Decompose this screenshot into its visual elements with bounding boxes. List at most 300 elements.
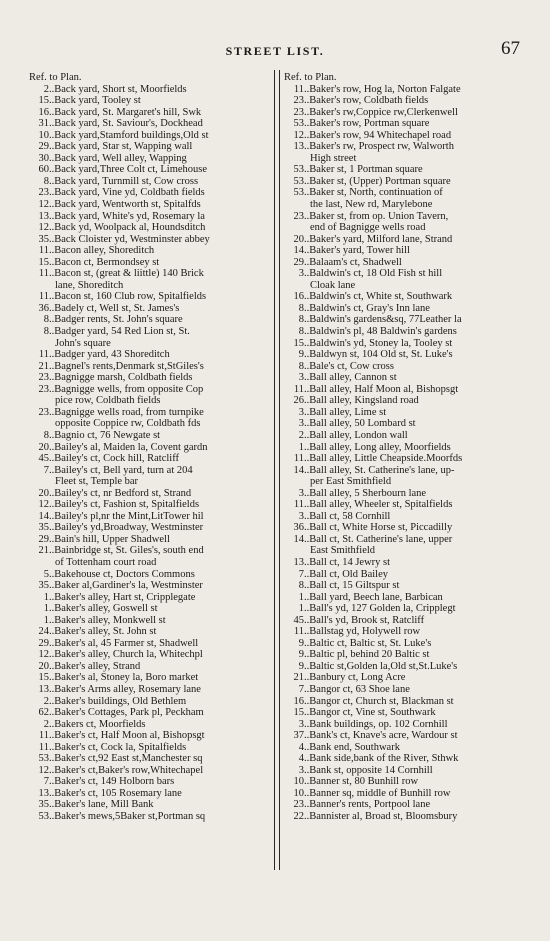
street-entry: 3..Bank buildings, op. 102 Cornhill [284, 719, 524, 731]
street-name: Badger yard, 54 Red Lion st, St. [54, 326, 190, 338]
plan-reference-number: 14 [293, 533, 304, 545]
street-name: Baker st, 1 Portman square [309, 164, 423, 176]
street-name: Baldwin's ct, 18 Old Fish st hill [309, 268, 443, 280]
plan-reference-number: 5 [43, 568, 49, 580]
plan-reference-number: 16 [293, 695, 304, 707]
plan-reference-number: 9 [298, 660, 304, 672]
plan-reference-number: 23 [38, 383, 49, 395]
street-name-continuation: end of Bagnigge wells road [310, 222, 426, 234]
street-name: Bailey's al, Maiden la, Covent gardn [54, 441, 208, 453]
plan-reference-number: 24 [38, 626, 49, 638]
street-name: Baker's ct,92 East st,Manchester sq [54, 753, 203, 765]
plan-reference-number: 13 [293, 141, 304, 153]
plan-reference-number: 7 [298, 683, 304, 695]
plan-reference-number: 35 [38, 522, 49, 534]
street-entry: 12..Back yd, Woolpack al, Houndsditch [29, 222, 269, 234]
plan-reference-number: 21 [38, 545, 49, 557]
street-entry: 26..Ball alley, Kingsland road [284, 395, 524, 407]
street-entry: 29..Bain's hill, Upper Shadwell [29, 534, 269, 546]
street-entry: 3..Ball alley, Lime st [284, 407, 524, 419]
street-name: Baker's row, Coldbath fields [309, 95, 429, 107]
street-entry: 20..Bailey's al, Maiden la, Covent gardn [29, 442, 269, 454]
street-entry: 11..Ball alley, Half Moon al, Bishopsgt [284, 384, 524, 396]
street-name: Baltic pl, behind 20 Baltic st [309, 649, 430, 661]
street-name: Baker st, from op. Union Tavern, [309, 210, 449, 222]
plan-reference-number: 21 [293, 672, 304, 684]
plan-reference-number: 35 [38, 233, 49, 245]
street-name: Bale's ct, Cow cross [309, 360, 394, 372]
street-name-continuation: per East Smithfield [310, 476, 392, 488]
street-name: Back yard,Stamford buildings,Old st [54, 129, 209, 141]
street-name-continuation: John's square [55, 337, 111, 349]
plan-reference-number: 10 [293, 787, 304, 799]
plan-reference-number: 15 [38, 95, 49, 107]
plan-reference-number: 36 [293, 522, 304, 534]
street-entry: 13..Baker's rw, Prospect rw, Walworth High street [284, 141, 524, 164]
street-name: Baker's alley, Hart st, Cripplegate [54, 591, 196, 603]
street-entry: 11..Ballstag yd, Holywell row [284, 626, 524, 638]
street-name: Bagnigge wells, from opposite Cop [54, 383, 204, 395]
street-entry: 8..Bale's ct, Cow cross [284, 361, 524, 373]
plan-reference-number: 11 [38, 741, 49, 753]
street-entry: 45..Bailey's ct, Cock hill, Ratcliff [29, 453, 269, 465]
street-entry: 23..Bagnigge marsh, Coldbath fields [29, 372, 269, 384]
street-name: Back yard, Vine yd, Coldbath fields [54, 187, 205, 199]
street-name: Baker's Cottages, Park pl, Peckham [54, 707, 204, 719]
plan-reference-number: 53 [293, 175, 304, 187]
street-name: Ball's yd, 127 Golden la, Cripplegt [309, 603, 456, 615]
plan-reference-number: 29 [38, 533, 49, 545]
street-entry: 53..Baker st, North, continuation of the last, New rd, Marylebone [284, 187, 524, 210]
plan-reference-number: 4 [298, 741, 304, 753]
street-name: Bacon st, 160 Club row, Spitalfields [54, 291, 207, 303]
street-name: Ballstag yd, Holywell row [309, 626, 421, 638]
street-list-right [284, 84, 524, 823]
street-name: Bailey's ct, Bell yard, turn at 204 [54, 464, 193, 476]
plan-reference-number: 53 [293, 164, 304, 176]
plan-reference-number: 29 [293, 256, 304, 268]
plan-reference-number: 12 [38, 199, 49, 211]
street-entry: 11..Bacon alley, Shoreditch [29, 245, 269, 257]
street-name: Ball alley, Lime st [309, 406, 387, 418]
street-name: Bainbridge st, St. Giles's, south end [54, 545, 204, 557]
street-entry: 11..Ball alley, Wheeler st, Spitalfields [284, 499, 524, 511]
street-entry: 36..Ball ct, White Horse st, Piccadilly [284, 522, 524, 534]
plan-reference-number: 12 [38, 499, 49, 511]
street-name: Back yard, Star st, Wapping wall [54, 141, 193, 153]
plan-reference-number: 3 [298, 268, 304, 280]
plan-reference-number: 15 [38, 672, 49, 684]
street-entry: 22..Bannister al, Broad st, Bloomsbury [284, 811, 524, 823]
plan-reference-number: 13 [38, 683, 49, 695]
plan-reference-number: 8 [298, 580, 304, 592]
plan-reference-number: 8 [298, 360, 304, 372]
street-entry: 3..Bank st, opposite 14 Cornhill [284, 765, 524, 777]
street-name: Bakehouse ct, Doctors Commons [54, 568, 195, 580]
street-name: Bacon st, (great & liittle) 140 Brick [54, 268, 204, 280]
street-entry: 3..Baldwin's ct, 18 Old Fish st hill Cloak lane [284, 268, 524, 291]
plan-reference-number: 7 [298, 568, 304, 580]
street-entry: 9..Baltic st,Golden la,Old st,St.Luke's [284, 661, 524, 673]
street-entry: 36..Badely ct, Well st, St. James's [29, 303, 269, 315]
plan-reference-number: 12 [38, 764, 49, 776]
street-name: Baker's alley, Goswell st [54, 603, 158, 615]
street-entry: 21..Bagnel's rents,Denmark st,StGiles's [29, 361, 269, 373]
plan-reference-number: 3 [298, 510, 304, 522]
street-entry: 2..Ball alley, London wall [284, 430, 524, 442]
street-name: Back Cloister yd, Westminster abbey [54, 233, 210, 245]
plan-reference-number: 13 [38, 787, 49, 799]
street-name: Banner's rents, Portpool lane [309, 799, 431, 811]
street-name: Baker's alley, Strand [54, 660, 141, 672]
plan-reference-number: 21 [38, 360, 49, 372]
plan-reference-number: 3 [298, 418, 304, 430]
street-name: Baker's lane, Mill Bank [54, 799, 154, 811]
plan-reference-number: 14 [293, 245, 304, 257]
street-name: Back yard, Well alley, Wapping [54, 152, 187, 164]
plan-reference-number: 1 [298, 441, 304, 453]
street-name: Ball alley, 50 Lombard st [309, 418, 416, 430]
street-entry: 13..Ball ct, 14 Jewry st [284, 557, 524, 569]
plan-reference-number: 20 [38, 441, 49, 453]
street-name: Banbury ct, Long Acre [309, 672, 406, 684]
plan-reference-number: 3 [298, 406, 304, 418]
street-name: Baker's yard, Tower hill [309, 245, 410, 257]
street-entry: 24..Baker's alley, St. John st [29, 626, 269, 638]
street-entry: 15..Baker's al, Stoney la, Boro market [29, 672, 269, 684]
street-entry: 30..Back yard, Well alley, Wapping [29, 153, 269, 165]
street-name: Baker al,Gardiner's la, Westminster [54, 580, 203, 592]
street-entry: 29..Back yard, Star st, Wapping wall [29, 141, 269, 153]
street-name: Back yard,Three Colt ct, Limehouse [54, 164, 208, 176]
street-name: Baker's yard, Milford lane, Strand [309, 233, 453, 245]
street-name-continuation: Fleet st, Temple bar [55, 476, 139, 488]
street-name: Ball alley, Wheeler st, Spitalfields [309, 499, 453, 511]
street-name: Ball alley, Half Moon al, Bishopsgt [309, 383, 459, 395]
street-entry: 3..Ball alley, 50 Lombard st [284, 418, 524, 430]
street-entry: 1..Baker's alley, Monkwell st [29, 615, 269, 627]
street-name: Ball ct, 58 Cornhill [309, 510, 391, 522]
street-entry: 5..Bakehouse ct, Doctors Commons [29, 569, 269, 581]
plan-reference-number: 23 [293, 106, 304, 118]
street-entry: 8..Badger yard, 54 Red Lion st, St. John's square [29, 326, 269, 349]
street-entry: 16..Bangor ct, Church st, Blackman st [284, 696, 524, 708]
street-name: Baldwin's ct, White st, Southwark [309, 291, 453, 303]
street-name: Ball alley, Kingsland road [309, 395, 419, 407]
street-entry: 23..Baker's row, Coldbath fields [284, 95, 524, 107]
street-name: Ball alley, Cannon st [309, 372, 397, 384]
street-name: Ball ct, St. Catherine's lane, upper [309, 533, 453, 545]
plan-reference-number: 14 [293, 464, 304, 476]
street-name: Bacon ct, Bermondsey st [54, 256, 160, 268]
street-name: Ball alley, St. Catherine's lane, up- [309, 464, 455, 476]
street-name: Baldwyn st, 104 Old st, St. Luke's [309, 349, 453, 361]
street-name: Bacon alley, Shoreditch [54, 245, 155, 257]
street-name: Ball alley, 5 Sherbourn lane [309, 487, 427, 499]
street-entry: 15..Back yard, Tooley st [29, 95, 269, 107]
plan-reference-number: 13 [38, 210, 49, 222]
street-name: Baker's ct,Baker's row,Whitechapel [54, 764, 204, 776]
street-entry: 8..Baldwin's ct, Gray's Inn lane [284, 303, 524, 315]
street-entry: 29..Balaam's ct, Shadwell [284, 257, 524, 269]
street-entry: 11..Bacon st, (great & liittle) 140 Brick lane, Shoreditch [29, 268, 269, 291]
street-name: Bank side,bank of the River, Sthwk [309, 753, 459, 765]
street-entry: 1..Ball alley, Long alley, Moorfields [284, 442, 524, 454]
street-entry: 12..Baker's row, 94 Whitechapel road [284, 130, 524, 142]
plan-reference-number: 36 [38, 302, 49, 314]
street-entry: 7..Ball ct, Old Bailey [284, 569, 524, 581]
street-entry: 15..Bacon ct, Bermondsey st [29, 257, 269, 269]
street-name: Bank st, opposite 14 Cornhill [309, 764, 433, 776]
street-name: Bailey's pl,nr the Mint,LitTower hil [54, 510, 204, 522]
plan-reference-number: 1 [43, 591, 49, 603]
plan-reference-number: 60 [38, 164, 49, 176]
street-name: Baker's ct, Cock la, Spitalfields [54, 741, 187, 753]
street-name: Badely ct, Well st, St. James's [54, 302, 180, 314]
plan-reference-number: 12 [293, 129, 304, 141]
street-entry: 20..Baker's yard, Milford lane, Strand [284, 234, 524, 246]
street-entry: 14..Bailey's pl,nr the Mint,LitTower hil [29, 511, 269, 523]
plan-reference-number: 1 [298, 603, 304, 615]
street-entry: 13..Baker's Arms alley, Rosemary lane [29, 684, 269, 696]
street-entry: 16..Baldwin's ct, White st, Southwark [284, 291, 524, 303]
plan-reference-number: 15 [293, 337, 304, 349]
street-name: Ball's yd, Brook st, Ratcliff [309, 614, 425, 626]
street-name-continuation: East Smithfield [310, 545, 376, 557]
street-entry: 10..Banner sq, middle of Bunhill row [284, 788, 524, 800]
plan-reference-number: 45 [293, 614, 304, 626]
street-name: Bagnigge marsh, Coldbath fields [54, 372, 193, 384]
ref-to-plan-label: Ref. to Plan. [29, 72, 82, 83]
street-name: Back yard, White's yd, Rosemary la [54, 210, 205, 222]
plan-reference-number: 13 [293, 556, 304, 568]
street-entry: 20..Bailey's ct, nr Bedford st, Strand [29, 488, 269, 500]
street-name: Back yard, St. Saviour's, Dockhead [54, 118, 203, 130]
column-divider [274, 70, 280, 870]
street-entry: 1..Ball's yd, 127 Golden la, Cripplegt [284, 603, 524, 615]
plan-reference-number: 2 [298, 429, 304, 441]
street-entry: 60..Back yard,Three Colt ct, Limehouse [29, 164, 269, 176]
plan-reference-number: 53 [293, 118, 304, 130]
street-entry: 15..Baldwin's yd, Stoney la, Tooley st [284, 338, 524, 350]
street-entry: 2..Back yard, Short st, Moorfields [29, 84, 269, 96]
street-entry: 37..Bank's ct, Knave's acre, Wardour st [284, 730, 524, 742]
plan-reference-number: 11 [293, 83, 304, 95]
street-entry: 7..Bangor ct, 63 Shoe lane [284, 684, 524, 696]
street-name: Baltic st,Golden la,Old st,St.Luke's [309, 660, 458, 672]
plan-reference-number: 29 [38, 141, 49, 153]
street-name: Baker's row, 94 Whitechapel road [309, 129, 452, 141]
street-name-continuation: lane, Shoreditch [55, 279, 124, 291]
plan-reference-number: 11 [293, 453, 304, 465]
street-name-continuation: opposite Coppice rw, Coldbath fds [55, 418, 201, 430]
plan-reference-number: 1 [298, 591, 304, 603]
street-entry: 31..Back yard, St. Saviour's, Dockhead [29, 118, 269, 130]
street-entry: 11..Badger yard, 43 Shoreditch [29, 349, 269, 361]
street-entry: 23..Baker's rw,Coppice rw,Clerkenwell [284, 107, 524, 119]
street-name: Bakers ct, Moorfields [54, 718, 146, 730]
street-entry: 11..Baker's ct, Cock la, Spitalfields [29, 742, 269, 754]
street-entry: 8..Back yard, Turnmill st, Cow cross [29, 176, 269, 188]
street-name: Ball ct, Old Bailey [309, 568, 388, 580]
street-name: Bain's hill, Upper Shadwell [54, 533, 170, 545]
plan-reference-number: 16 [293, 291, 304, 303]
street-name: Baldwin's gardens&sq, 77Leather la [309, 314, 462, 326]
street-name: Baldwin's pl, 48 Baldwin's gardens [309, 326, 457, 338]
plan-reference-number: 7 [43, 776, 49, 788]
left-column [29, 72, 269, 823]
street-name: Bailey's yd,Broadway, Westminster [54, 522, 204, 534]
street-entry: 45..Ball's yd, Brook st, Ratcliff [284, 615, 524, 627]
street-entry: 1..Baker's alley, Goswell st [29, 603, 269, 615]
street-name: Bagnio ct, 76 Newgate st [54, 429, 161, 441]
page-number: 67 [501, 38, 520, 59]
street-name: Back yard, Wentworth st, Spitalfds [54, 199, 201, 211]
plan-reference-number: 26 [293, 395, 304, 407]
street-entry: 12..Bailey's ct, Fashion st, Spitalfields [29, 499, 269, 511]
street-name: Back yard, Turnmill st, Cow cross [54, 175, 199, 187]
plan-reference-number: 8 [43, 429, 49, 441]
plan-reference-number: 11 [293, 626, 304, 638]
street-entry: 35..Bailey's yd,Broadway, Westminster [29, 522, 269, 534]
plan-reference-number: 3 [298, 372, 304, 384]
street-name: Baker's al, 45 Farmer st, Shadwell [54, 637, 199, 649]
plan-reference-number: 3 [298, 718, 304, 730]
street-name: Baker's mews,5Baker st,Portman sq [54, 811, 206, 822]
street-entry: 53..Baker's row, Portman square [284, 118, 524, 130]
plan-reference-number: 2 [43, 718, 49, 730]
street-entry: 7..Bailey's ct, Bell yard, turn at 204 Fleet st, Temple bar [29, 465, 269, 488]
street-name-continuation: the last, New rd, Marylebone [310, 199, 433, 211]
plan-reference-number: 35 [38, 799, 49, 811]
plan-reference-number: 22 [293, 811, 304, 822]
street-name: Bailey's ct, Cock hill, Ratcliff [54, 453, 180, 465]
street-name: Back yard, St. Margaret's hill, Swk [54, 106, 202, 118]
street-name-continuation: High street [310, 152, 357, 164]
street-name: Baker's ct, 105 Rosemary lane [54, 787, 182, 799]
street-name: Ball alley, Long alley, Moorfields [309, 441, 451, 453]
street-entry: 10..Banner st, 80 Bunhill row [284, 776, 524, 788]
street-entry: 23..Bagnigge wells, from opposite Cop pice row, Coldbath fields [29, 384, 269, 407]
street-entry: 53..Baker st, 1 Portman square [284, 164, 524, 176]
street-entry: 8..Baldwin's gardens&sq, 77Leather la [284, 314, 524, 326]
plan-reference-number: 23 [38, 187, 49, 199]
street-name: Back yard, Short st, Moorfields [54, 83, 187, 95]
street-entry: 9..Baldwyn st, 104 Old st, St. Luke's [284, 349, 524, 361]
street-entry: 3..Ball alley, 5 Sherbourn lane [284, 488, 524, 500]
street-name: Baker's al, Stoney la, Boro market [54, 672, 199, 684]
plan-reference-number: 3 [298, 487, 304, 499]
street-name: Baker's rw, Prospect rw, Walworth [309, 141, 454, 153]
street-entry: 3..Ball ct, 58 Cornhill [284, 511, 524, 523]
street-name: Baker's rw,Coppice rw,Clerkenwell [309, 106, 458, 118]
street-entry: 11..Baker's ct, Half Moon al, Bishopsgt [29, 730, 269, 742]
plan-reference-number: 8 [298, 302, 304, 314]
street-entry: 10..Back yard,Stamford buildings,Old st [29, 130, 269, 142]
street-entry: 16..Back yard, St. Margaret's hill, Swk [29, 107, 269, 119]
plan-reference-number: 16 [38, 106, 49, 118]
street-name: Bagnel's rents,Denmark st,StGiles's [54, 360, 204, 372]
street-name: Baker's ct, 149 Holborn bars [54, 776, 175, 788]
street-entry: 8..Bagnio ct, 76 Newgate st [29, 430, 269, 442]
plan-reference-number: 37 [293, 730, 304, 742]
street-entry: 14..Ball alley, St. Catherine's lane, up- per East Smithfield [284, 465, 524, 488]
street-name: Bank's ct, Knave's acre, Wardour st [309, 730, 458, 742]
plan-reference-number: 23 [38, 406, 49, 418]
plan-reference-number: 8 [298, 326, 304, 338]
street-entry: 62..Baker's Cottages, Park pl, Peckham [29, 707, 269, 719]
street-name: Baker's alley, St. John st [54, 626, 157, 638]
street-entry: 12..Baker's ct,Baker's row,Whitechapel [29, 765, 269, 777]
street-name: Ball alley, Little Cheapside.Moorfds [309, 453, 463, 465]
plan-reference-number: 23 [293, 95, 304, 107]
street-name: Ball yard, Beech lane, Barbican [309, 591, 443, 603]
street-list-left [29, 84, 269, 823]
street-name: Bannister al, Broad st, Bloomsbury [309, 811, 458, 822]
street-name: Bank buildings, op. 102 Cornhill [309, 718, 448, 730]
street-entry: 15..Bangor ct, Vine st, Southwark [284, 707, 524, 719]
street-entry: 12..Back yard, Wentworth st, Spitalfds [29, 199, 269, 211]
street-entry: 13..Back yard, White's yd, Rosemary la [29, 211, 269, 223]
street-name: Balaam's ct, Shadwell [309, 256, 402, 268]
plan-reference-number: 1 [43, 614, 49, 626]
plan-reference-number: 62 [38, 707, 49, 719]
plan-reference-number: 30 [38, 152, 49, 164]
street-name-continuation: Cloak lane [310, 279, 356, 291]
plan-reference-number: 8 [43, 314, 49, 326]
street-name: Badger rents, St. John's square [54, 314, 183, 326]
street-name: Banner sq, middle of Bunhill row [309, 787, 451, 799]
right-column [284, 72, 524, 823]
street-name: Badger yard, 43 Shoreditch [54, 349, 170, 361]
street-name: Bangor ct, Church st, Blackman st [309, 695, 454, 707]
street-name: Baker st, North, continuation of [309, 187, 443, 199]
plan-reference-number: 3 [298, 764, 304, 776]
street-entry: 21..Banbury ct, Long Acre [284, 672, 524, 684]
plan-reference-number: 8 [43, 175, 49, 187]
plan-reference-number: 11 [38, 245, 49, 257]
plan-reference-number: 12 [38, 649, 49, 661]
street-entry: 3..Ball alley, Cannon st [284, 372, 524, 384]
plan-reference-number: 45 [38, 453, 49, 465]
street-entry: 14..Ball ct, St. Catherine's lane, upper East Smithfield [284, 534, 524, 557]
plan-reference-number: 10 [38, 129, 49, 141]
street-name: Ball ct, White Horse st, Piccadilly [309, 522, 453, 534]
plan-reference-number: 15 [38, 256, 49, 268]
plan-reference-number: 20 [38, 660, 49, 672]
plan-reference-number: 23 [293, 210, 304, 222]
street-entry: 21..Bainbridge st, St. Giles's, south end of Tottenham court road [29, 545, 269, 568]
plan-reference-number: 31 [38, 118, 49, 130]
street-entry: 8..Badger rents, St. John's square [29, 314, 269, 326]
street-name: Baker's row, Portman square [309, 118, 430, 130]
plan-reference-number: 8 [43, 326, 49, 338]
street-entry: 23..Back yard, Vine yd, Coldbath fields [29, 187, 269, 199]
street-name: Baker's ct, Half Moon al, Bishopsgt [54, 730, 205, 742]
plan-reference-number: 4 [298, 753, 304, 765]
street-name: Ball ct, 15 Giltspur st [309, 580, 400, 592]
street-name-continuation: pice row, Coldbath fields [55, 395, 161, 407]
street-entry: 1..Baker's alley, Hart st, Cripplegate [29, 592, 269, 604]
street-name: Baker's buildings, Old Bethlem [54, 695, 187, 707]
street-name: Baldwin's yd, Stoney la, Tooley st [309, 337, 453, 349]
street-entry: 29..Baker's al, 45 Farmer st, Shadwell [29, 638, 269, 650]
plan-reference-number: 20 [293, 233, 304, 245]
street-name: Back yd, Woolpack al, Houndsditch [54, 222, 206, 234]
street-entry: 53..Baker's ct,92 East st,Manchester sq [29, 753, 269, 765]
street-name: Bank end, Southwark [309, 741, 400, 753]
plan-reference-number: 11 [38, 268, 49, 280]
